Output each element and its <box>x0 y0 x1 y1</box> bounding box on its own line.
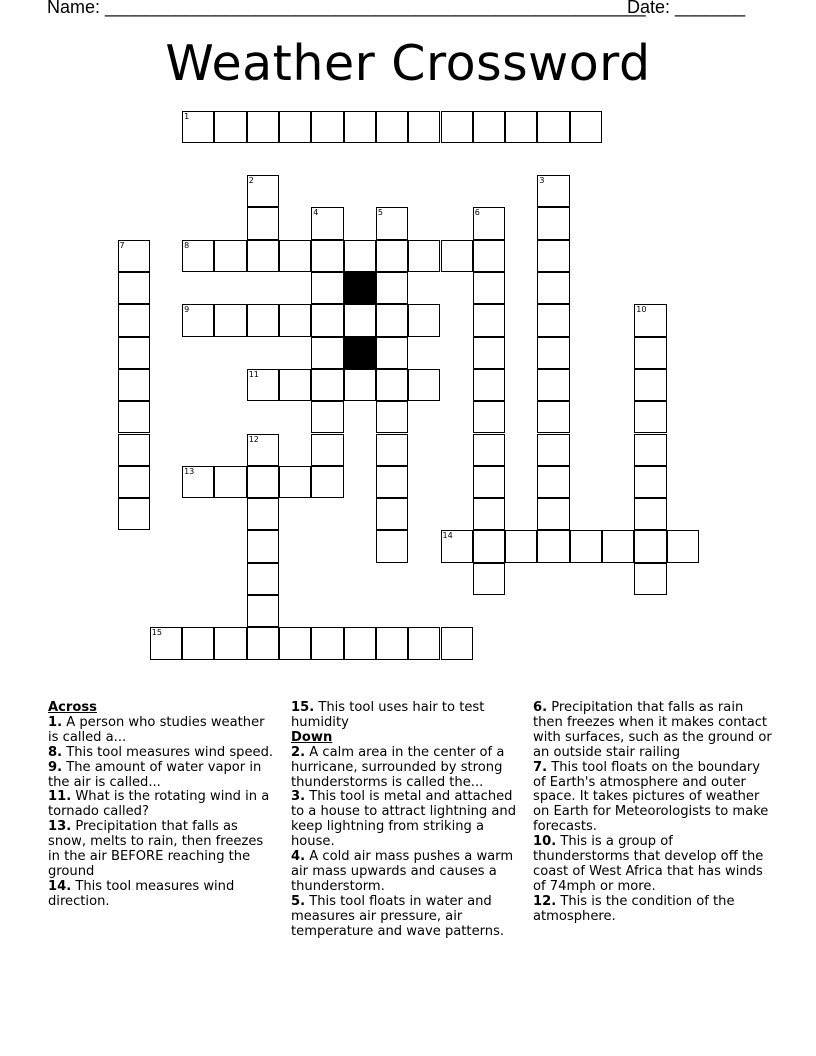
grid-cell[interactable] <box>408 627 440 659</box>
grid-cell[interactable] <box>473 498 505 530</box>
grid-cell[interactable] <box>473 466 505 498</box>
grid-cell[interactable] <box>634 369 666 401</box>
clue-number: 4 <box>313 208 319 218</box>
grid-cell[interactable] <box>376 434 408 466</box>
clue-label: 2. <box>291 744 306 760</box>
grid-cell[interactable] <box>408 304 440 336</box>
clue-text: A cold air mass pushes a warm air mass upwards and causes a thunderstorm. <box>291 849 514 894</box>
across-clue <box>48 746 278 761</box>
grid-cell[interactable] <box>376 369 408 401</box>
grid-cell[interactable] <box>473 434 505 466</box>
clue-number: 7 <box>119 240 125 250</box>
grid-cell[interactable] <box>537 498 569 530</box>
clue-label: 15. <box>291 700 315 715</box>
clue-text: What is the rotating wind in a tornado called? <box>48 789 270 820</box>
grid-cell[interactable] <box>247 627 279 659</box>
grid-cell[interactable] <box>118 272 150 304</box>
clue-label: 1. <box>48 714 63 730</box>
across-clue <box>48 820 278 880</box>
grid-cell[interactable] <box>473 111 505 143</box>
grid-cell[interactable] <box>118 401 150 433</box>
clue-number: 11 <box>248 369 259 379</box>
grid-cell[interactable] <box>537 401 569 433</box>
clue-text: This tool measures wind direction. <box>48 878 235 909</box>
grid-cell[interactable] <box>570 530 602 562</box>
grid-cell[interactable] <box>376 627 408 659</box>
grid-cell[interactable] <box>182 304 214 336</box>
grid-cell[interactable] <box>279 369 311 401</box>
clue-label: 7. <box>533 759 548 775</box>
across-clue-list-continued <box>291 701 526 731</box>
grid-cell[interactable] <box>537 207 569 239</box>
grid-cell[interactable] <box>473 563 505 595</box>
grid-cell[interactable] <box>182 466 214 498</box>
grid-cell[interactable] <box>247 304 279 336</box>
clue-text: This tool measures wind speed. <box>62 744 274 760</box>
clue-label: 3. <box>291 789 306 805</box>
date-line[interactable]: Date: _______ <box>627 0 746 17</box>
grid-cell[interactable] <box>118 466 150 498</box>
clue-number: 6 <box>474 208 480 218</box>
grid-cell[interactable] <box>214 304 246 336</box>
grid-cell[interactable] <box>344 304 376 336</box>
grid-cell[interactable] <box>214 627 246 659</box>
grid-cell[interactable] <box>537 304 569 336</box>
clue-text: This tool uses hair to test humidity <box>291 700 485 730</box>
clue-text: This is a group of thunderstorms that develop off the coast of West Africa that has winds of 74mph or more. <box>533 834 764 894</box>
grid-cell[interactable] <box>311 466 343 498</box>
grid-block <box>344 337 376 369</box>
down-clue <box>291 746 526 791</box>
clue-label: 14. <box>48 878 72 894</box>
grid-cell[interactable] <box>376 401 408 433</box>
clue-number: 10 <box>636 305 647 315</box>
down-clue <box>533 895 773 925</box>
clue-text: The amount of water vapor in the air is called... <box>48 759 262 790</box>
down-clue <box>291 850 526 895</box>
clue-label: 11. <box>48 789 72 805</box>
clue-text: A calm area in the center of a hurricane, surrounded by strong thunderstorms is called the... <box>291 744 505 790</box>
grid-cell[interactable] <box>537 240 569 272</box>
grid-cell[interactable] <box>214 466 246 498</box>
grid-cell[interactable] <box>408 111 440 143</box>
clue-text: Precipitation that falls as snow, melts to rain, then freezes in the air BEFORE reaching the ground <box>48 819 264 879</box>
grid-cell[interactable] <box>344 627 376 659</box>
grid-cell[interactable] <box>537 111 569 143</box>
grid-cell[interactable] <box>441 240 473 272</box>
grid-cell[interactable] <box>570 111 602 143</box>
clue-number: 2 <box>248 176 254 186</box>
grid-cell[interactable] <box>505 111 537 143</box>
grid-cell[interactable] <box>441 111 473 143</box>
grid-cell[interactable] <box>537 337 569 369</box>
grid-cell[interactable] <box>311 272 343 304</box>
grid-cell[interactable] <box>667 530 699 562</box>
grid-cell[interactable] <box>537 530 569 562</box>
grid-cell[interactable] <box>247 240 279 272</box>
down-clue <box>291 790 526 850</box>
grid-cell[interactable] <box>311 240 343 272</box>
clue-number: 8 <box>184 240 190 250</box>
grid-block <box>344 272 376 304</box>
across-clue <box>291 701 526 731</box>
grid-cell[interactable] <box>311 337 343 369</box>
grid-cell[interactable] <box>150 627 182 659</box>
grid-cell[interactable] <box>376 272 408 304</box>
clue-number: 5 <box>377 208 383 218</box>
grid-cell[interactable] <box>247 530 279 562</box>
grid-cell[interactable] <box>473 369 505 401</box>
grid-cell[interactable] <box>247 207 279 239</box>
clue-number: 15 <box>151 628 162 638</box>
across-clue <box>48 790 278 820</box>
grid-cell[interactable] <box>376 530 408 562</box>
page-title: Weather Crossword <box>165 35 651 92</box>
grid-cell[interactable] <box>118 240 150 272</box>
clues-column-3 <box>533 701 773 925</box>
clue-number: 3 <box>539 176 545 186</box>
grid-cell[interactable] <box>311 369 343 401</box>
grid-cell[interactable] <box>118 434 150 466</box>
across-heading: Across <box>48 700 97 715</box>
grid-cell[interactable] <box>311 627 343 659</box>
clue-number: 12 <box>248 434 259 444</box>
down-clue <box>533 835 773 895</box>
grid-cell[interactable] <box>247 111 279 143</box>
grid-cell[interactable] <box>279 627 311 659</box>
clue-label: 6. <box>533 700 548 715</box>
grid-cell[interactable] <box>634 563 666 595</box>
clue-text: A person who studies weather is called a... <box>48 714 265 745</box>
grid-cell[interactable] <box>118 498 150 530</box>
across-clue <box>48 716 278 746</box>
grid-cell[interactable] <box>537 466 569 498</box>
clues-column-1 <box>48 701 278 910</box>
grid-cell[interactable] <box>441 627 473 659</box>
grid-cell[interactable] <box>473 337 505 369</box>
grid-cell[interactable] <box>182 240 214 272</box>
grid-cell[interactable] <box>344 111 376 143</box>
grid-cell[interactable] <box>376 498 408 530</box>
grid-cell[interactable] <box>473 530 505 562</box>
clue-text: This tool is metal and attached to a house to attract lightning and keep lightning from striking a house. <box>291 789 517 850</box>
across-clue <box>48 761 278 791</box>
down-clue-list <box>291 746 526 940</box>
grid-cell[interactable] <box>602 530 634 562</box>
grid-cell[interactable] <box>311 207 343 239</box>
grid-cell[interactable] <box>118 337 150 369</box>
grid-cell[interactable] <box>247 466 279 498</box>
grid-cell[interactable] <box>376 304 408 336</box>
grid-cell[interactable] <box>634 337 666 369</box>
grid-cell[interactable] <box>376 240 408 272</box>
grid-cell[interactable] <box>408 240 440 272</box>
grid-cell[interactable] <box>344 240 376 272</box>
grid-cell[interactable] <box>247 369 279 401</box>
grid-cell[interactable] <box>247 595 279 627</box>
down-clue <box>533 701 773 761</box>
grid-cell[interactable] <box>376 466 408 498</box>
clue-text: This tool floats in water and measures air pressure, air temperature and wave patterns. <box>291 893 505 939</box>
grid-cell[interactable] <box>408 369 440 401</box>
clue-text: Precipitation that falls as rain then freezes when it makes contact with surfaces, such as the ground or an outside stair railing <box>533 700 772 760</box>
clue-label: 8. <box>48 744 63 760</box>
grid-cell[interactable] <box>279 466 311 498</box>
grid-cell[interactable] <box>214 111 246 143</box>
clue-label: 12. <box>533 893 557 909</box>
grid-cell[interactable] <box>247 498 279 530</box>
across-clue <box>48 880 278 910</box>
name-line[interactable]: Name: ______________________________________________________ <box>47 0 646 17</box>
grid-cell[interactable] <box>118 369 150 401</box>
grid-cell[interactable] <box>344 369 376 401</box>
grid-cell[interactable] <box>505 530 537 562</box>
clue-label: 4. <box>291 849 306 865</box>
clue-label: 13. <box>48 819 72 835</box>
down-clue <box>291 895 526 940</box>
grid-cell[interactable] <box>376 111 408 143</box>
grid-cell[interactable] <box>634 304 666 336</box>
grid-cell[interactable] <box>441 530 473 562</box>
grid-cell[interactable] <box>634 498 666 530</box>
grid-cell[interactable] <box>247 563 279 595</box>
grid-cell[interactable] <box>279 304 311 336</box>
grid-cell[interactable] <box>311 434 343 466</box>
grid-cell[interactable] <box>247 175 279 207</box>
clue-label: 9. <box>48 759 63 775</box>
grid-cell[interactable] <box>634 530 666 562</box>
clue-number: 14 <box>442 531 453 541</box>
grid-cell[interactable] <box>634 401 666 433</box>
clue-number: 13 <box>184 466 195 476</box>
clue-number: 1 <box>184 111 190 121</box>
clues-column-2 <box>291 701 526 940</box>
clue-label: 10. <box>533 834 557 850</box>
grid-cell[interactable] <box>311 304 343 336</box>
grid-cell[interactable] <box>537 272 569 304</box>
grid-cell[interactable] <box>473 304 505 336</box>
grid-cell[interactable] <box>311 111 343 143</box>
grid-cell[interactable] <box>537 175 569 207</box>
grid-cell[interactable] <box>537 434 569 466</box>
grid-cell[interactable] <box>473 272 505 304</box>
grid-cell[interactable] <box>311 401 343 433</box>
grid-cell[interactable] <box>376 337 408 369</box>
grid-cell[interactable] <box>279 240 311 272</box>
grid-cell[interactable] <box>634 434 666 466</box>
grid-cell[interactable] <box>473 401 505 433</box>
grid-cell[interactable] <box>473 207 505 239</box>
grid-cell[interactable] <box>182 627 214 659</box>
grid-cell[interactable] <box>118 304 150 336</box>
grid-cell[interactable] <box>473 240 505 272</box>
down-clue <box>533 761 773 836</box>
down-heading: Down <box>291 729 333 745</box>
grid-cell[interactable] <box>214 240 246 272</box>
grid-cell[interactable] <box>634 466 666 498</box>
clue-number: 9 <box>184 305 190 315</box>
clue-text: This is the condition of the atmosphere. <box>533 893 735 924</box>
grid-cell[interactable] <box>247 434 279 466</box>
grid-cell[interactable] <box>376 207 408 239</box>
grid-cell[interactable] <box>279 111 311 143</box>
down-clue-list-continued <box>533 701 773 925</box>
clue-text: This tool floats on the boundary of Earth's atmosphere and outer space. It takes pictures of weather on Earth for Meteorologists to make forecasts. <box>533 759 769 835</box>
grid-cell[interactable] <box>182 111 214 143</box>
clue-label: 5. <box>291 893 306 909</box>
grid-cell[interactable] <box>537 369 569 401</box>
across-clue-list <box>48 716 278 910</box>
